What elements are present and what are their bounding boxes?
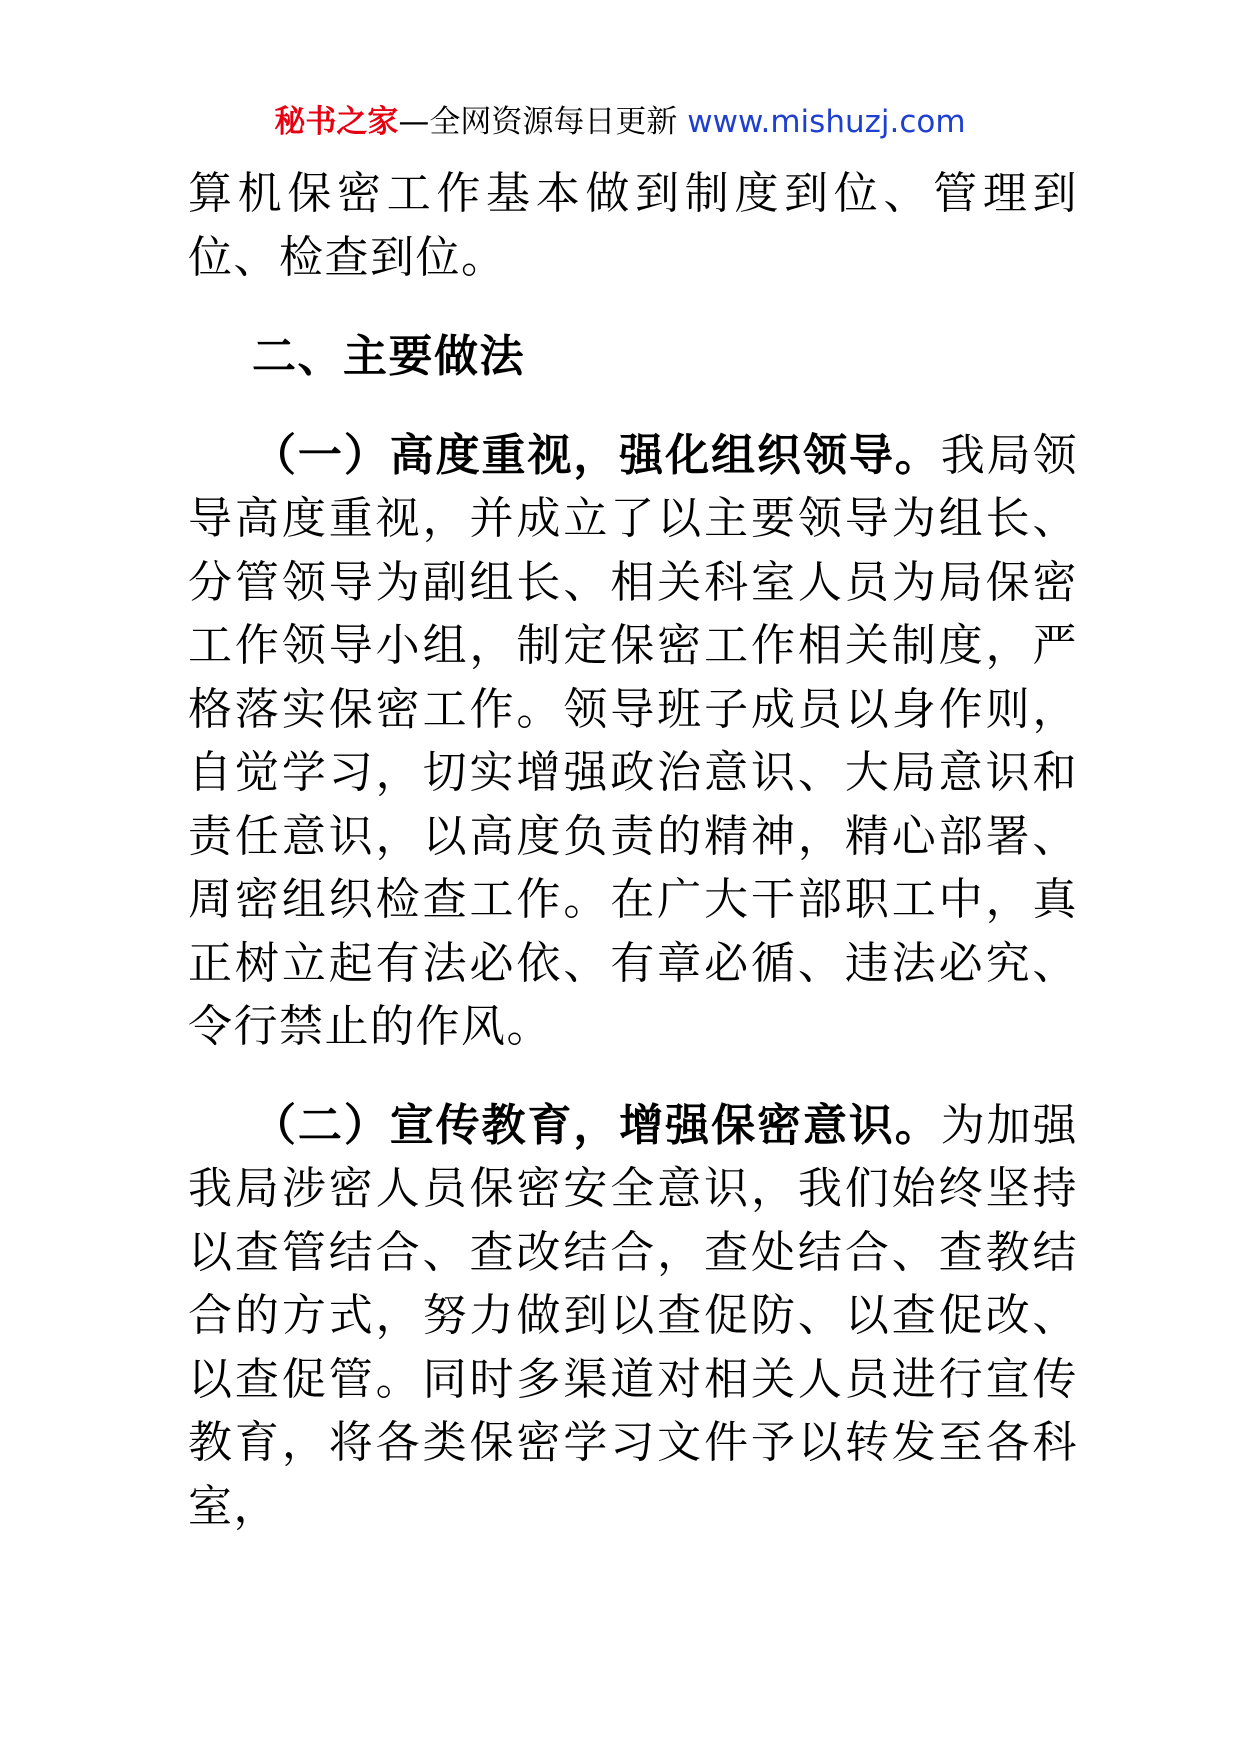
paragraph-2-lead: （二）宣传教育，增强保密意识。 [252, 1099, 941, 1151]
paragraph-1-text: 我局领导高度重视，并成立了以主要领导为组长、分管领导为副组长、相关科室人员为局保密工作领导小组，制定保密工作相关制度，严格落实保密工作。领导班子成员以身作则，自觉学习，切实增强政治意识、大局意识和责任意识，以高度负责的精神，精心部署、周密组织检查工作。在广大干部职工中，真正树立起有法必依、有章必循、违法必究、令行禁止的作风。 [188, 429, 1079, 1052]
continuation-paragraph: 算机保密工作基本做到制度到位、管理到位、检查到位。 [188, 168, 1078, 283]
paragraph-1 [188, 424, 1078, 1059]
paragraph-1-lead: （一）高度重视，强化组织领导。 [252, 429, 941, 481]
site-url[interactable]: www.mishuzj.com [687, 104, 966, 140]
site-brand: 秘书之家 [274, 104, 399, 140]
document-body [188, 162, 1078, 1538]
paragraph-2-text: 为加强我局涉密人员保密安全意识，我们始终坚持以查管结合、查改结合，查处结合、查教结合的方式，努力做到以查促防、以查促改、以查促管。同时多渠道对相关人员进行宣传教育，将各类保密学习文件予以转发至各科室， [188, 1099, 1079, 1532]
paragraph-2 [188, 1094, 1078, 1539]
site-tagline: —全网资源每日更新 [398, 104, 688, 140]
section-heading: 二、主要做法 [252, 331, 525, 382]
site-header [0, 102, 1240, 142]
